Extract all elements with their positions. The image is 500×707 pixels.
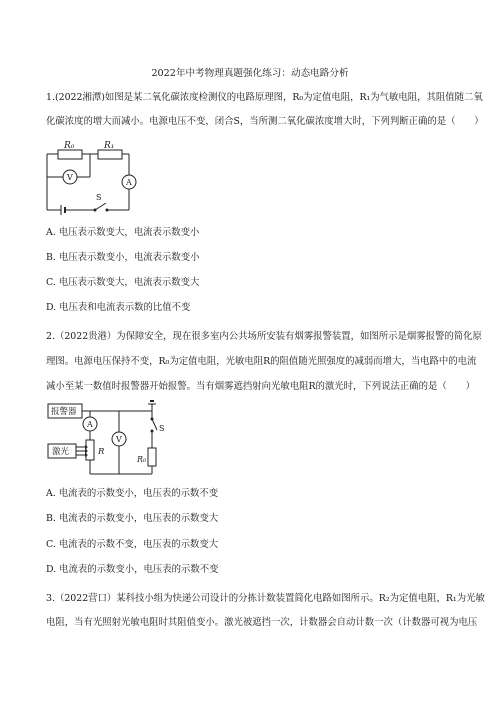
- q2-option-b[interactable]: B. 电流表的示数变小，电压表的示数变大: [46, 513, 219, 524]
- q2-v-label: V: [116, 435, 122, 444]
- q2-r-label: R: [98, 447, 105, 457]
- q3-stem-line2: 电阻，当有光照射光敏电阻时其阻值变小。激光被遮挡一次，计数器会自动计数一次（计数器可视为电压: [46, 617, 478, 628]
- q1-v-label: V: [67, 173, 73, 182]
- q1-circuit-diagram: [44, 140, 148, 216]
- q2-option-d[interactable]: D. 电流表的示数变小，电压表的示数不变: [46, 564, 219, 575]
- q1-r0-resistor: [58, 150, 82, 159]
- q2-option-c[interactable]: C. 电流表的示数不变，电压表的示数变大: [46, 539, 219, 550]
- q2-alarm-label: 报警器: [51, 407, 77, 417]
- q1-s-label: S: [96, 193, 102, 202]
- q1-option-b[interactable]: B. 电压表示数变小，电流表示数变小: [46, 252, 200, 263]
- q1-a-label: A: [126, 178, 132, 187]
- q1-option-a[interactable]: A. 电压表示数变大，电流表示数变小: [46, 227, 200, 238]
- q1-stem-line1: 1.(2022湘潭)如图是某二氧化碳浓度检测仪的电路原理图，R₀为定值电阻，R₁为气敏电阻，其阻值随二氧: [46, 92, 483, 103]
- q2-stem-line2: 理图。电源电压保持不变，R₀为定值电阻，光敏电阻R的阻值随光照强度的减弱而增大，当电路中的电流: [46, 356, 477, 367]
- q2-stem-line3: 减小至某一数值时报警器开始报警。当有烟雾遮挡射向光敏电阻R的激光时，下列说法正确的是（ ）: [46, 381, 475, 392]
- q2-laser-label: 激光: [52, 447, 70, 457]
- q2-a-label: A: [87, 420, 93, 429]
- q2-r0-resistor: [148, 448, 156, 466]
- q1-r1-label: R₁: [104, 141, 115, 151]
- q2-s-label: S: [159, 424, 165, 433]
- q1-stem-line2: 化碳浓度的增大而减小。电源电压不变，闭合S，当所测二氧化碳浓度增大时，下列判断正确的是（ ）: [46, 116, 484, 127]
- q1-option-c[interactable]: C. 电压表示数变大，电流表示数变大: [46, 277, 200, 288]
- q2-option-a[interactable]: A. 电流表的示数变小，电压表的示数不变: [46, 488, 219, 499]
- q2-photoresistor: [86, 440, 94, 460]
- q2-switch: [152, 419, 157, 430]
- q2-circuit-diagram: [44, 400, 174, 480]
- q1-option-d[interactable]: D. 电压表和电流表示数的比值不变: [46, 302, 191, 313]
- q1-r0-label: R₀: [64, 141, 75, 151]
- q2-stem-line1: 2.（2022贵港）为保障安全，现在很多室内公共场所安装有烟雾报警装置，如图所示是烟雾报警的简化原: [46, 331, 482, 342]
- q3-stem-line1: 3.（2022营口）某科技小组为快递公司设计的分拣计数装置简化电路如图所示。R₂为定值电阻，R₁为光敏: [46, 593, 485, 604]
- page-title: 2022年中考物理真题强化练习：动态电路分析: [151, 68, 349, 79]
- q2-r0-label: R₀: [137, 455, 147, 464]
- q1-switch: [95, 203, 106, 210]
- q1-r1-resistor: [98, 150, 122, 159]
